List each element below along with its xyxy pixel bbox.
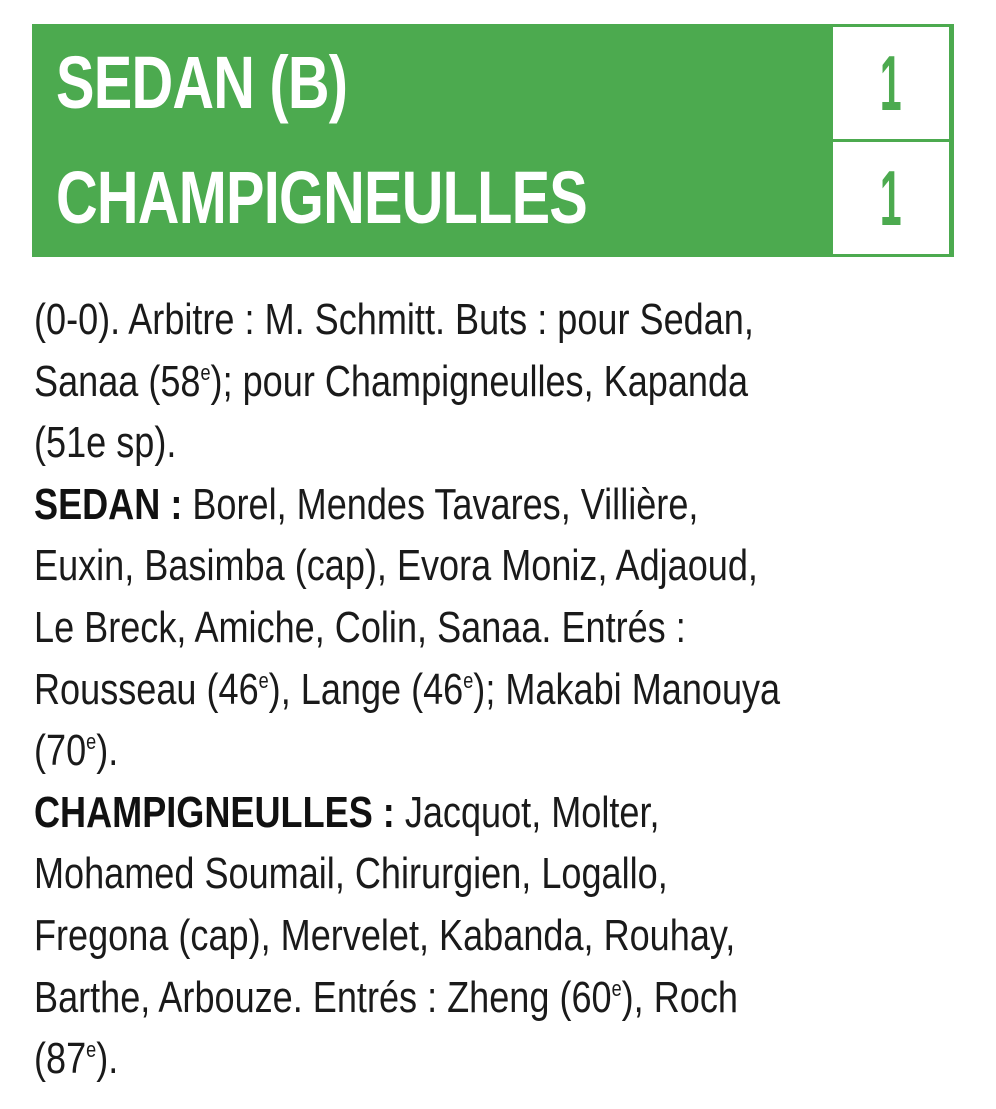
summary-text: (0-0). Arbitre : M. Schmitt. Buts : pour Sedan,: [34, 295, 754, 344]
lineup-text: Borel, Mendes Tavares, Villière,: [182, 479, 699, 529]
ordinal-suffix: e: [611, 975, 622, 1001]
home-score-box: [833, 27, 949, 139]
lineup-text: ); Makabi Manouya: [473, 664, 781, 714]
ordinal-suffix: e: [86, 729, 97, 755]
away-team-row: [32, 142, 954, 254]
away-score-box: [833, 142, 949, 254]
scoreboard: [32, 24, 954, 257]
sedan-label: SEDAN :: [34, 479, 183, 529]
lineup-line: [34, 597, 961, 659]
lineup-text: Fregona (cap), Mervelet, Kabanda, Rouhay,: [34, 910, 736, 960]
lineup-text: ), Lange (46: [268, 664, 464, 714]
summary-line: [34, 412, 961, 474]
ordinal-suffix: e: [258, 667, 269, 693]
lineup-text: Jacquot, Molter,: [394, 787, 660, 837]
ordinal-suffix: e: [200, 359, 211, 385]
ordinal-suffix: e: [463, 667, 474, 693]
summary-line: [34, 289, 961, 351]
sedan-lineup: [34, 474, 961, 782]
home-team-row: [32, 27, 954, 139]
ordinal-suffix: e: [86, 1037, 97, 1063]
summary-text: (51e sp).: [34, 418, 177, 468]
report-text: [34, 289, 964, 1090]
summary-line: [34, 351, 961, 413]
lineup-line: [34, 720, 961, 782]
lineup-text: ).: [96, 1034, 119, 1084]
home-score: 1: [880, 39, 902, 127]
home-team-name: SEDAN (B): [56, 41, 348, 124]
champigneulles-label: CHAMPIGNEULLES :: [34, 787, 395, 837]
lineup-line: [34, 535, 961, 597]
away-score: 1: [880, 154, 902, 242]
lineup-line: [34, 843, 961, 905]
lineup-line: [34, 967, 961, 1029]
lineup-text: Rousseau (46: [34, 664, 259, 714]
match-summary: [34, 289, 961, 474]
lineup-text: (87: [34, 1034, 87, 1084]
champigneulles-lineup: [34, 782, 961, 1090]
lineup-line: [34, 782, 961, 844]
lineup-line: [34, 1028, 961, 1090]
lineup-line: [34, 659, 961, 721]
away-team-name: CHAMPIGNEULLES: [56, 156, 588, 239]
lineup-text: ).: [96, 726, 119, 776]
lineup-text: ), Roch: [621, 972, 738, 1022]
summary-text: ); pour Champigneulles, Kapanda: [210, 356, 749, 406]
lineup-line: [34, 474, 961, 536]
lineup-text: Barthe, Arbouze. Entrés : Zheng (60: [34, 972, 612, 1022]
lineup-line: [34, 905, 961, 967]
lineup-text: (70: [34, 726, 87, 776]
lineup-text: Le Breck, Amiche, Colin, Sanaa. Entrés :: [34, 602, 686, 652]
lineup-text: Euxin, Basimba (cap), Evora Moniz, Adjaoud,: [34, 541, 758, 591]
lineup-text: Mohamed Soumail, Chirurgien, Logallo,: [34, 849, 668, 899]
summary-text: Sanaa (58: [34, 356, 201, 406]
